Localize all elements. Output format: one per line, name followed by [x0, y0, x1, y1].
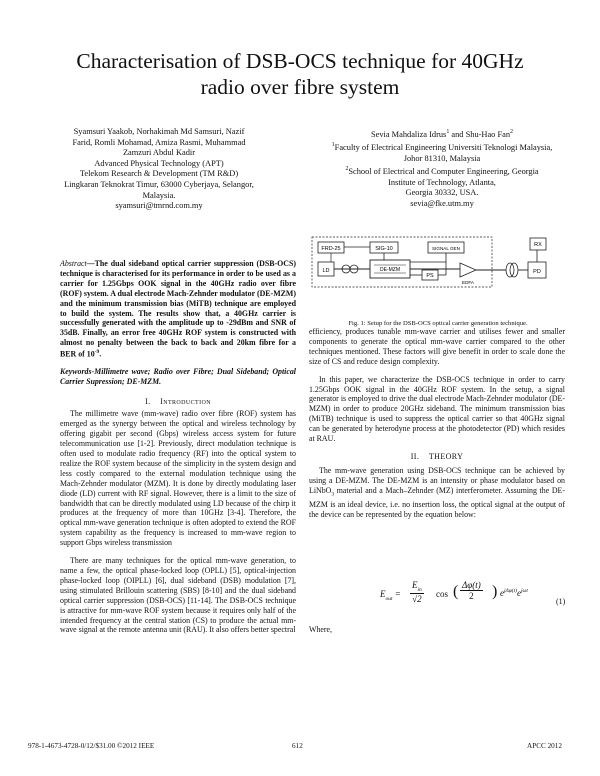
- where-text: Where,: [309, 625, 332, 634]
- author-email: syamsuri@tmrnd.com.my: [115, 201, 203, 211]
- intro-paragraph-1: The millimetre wave (mm-wave) radio over fibre (ROF) system has emerged as the synergy between the optical and wireless technology by offering gigabit per second (Gbps) wireless access system for future telecommunication use [1-2]. Previously, direct modulation technique is often used to modulate radio frequency (RF) into the optical system to realize the ROF system because of the simplicity in the system design and less costly compared to the external modulation technique using the Mach-Zehnder modulator (MZM). It is done by directly modulating laser diode (LD) current with RF signal. However, there is a limit to the size of bandwidth that can be directly modulated using LD because of the chirp it produces at the frequency of more than 10GHz [3-4]. Therefore, the optical mm-wave generation technique is often adopted to extend the ROF system capability as the frequency is increased to mm-wave region to support Gbps wireless transmission: [60, 409, 296, 548]
- footer-conference: APCC 2012: [527, 742, 562, 750]
- affiliation-right-1: $^1$Faculty of Electrical Engineering Universiti Teknologi Malaysia,: [331, 142, 553, 153]
- equation-1: $E_{out}$ = $E_{in}$ √2 cos ( Δφ(t) 2 ) $e^{j\Delta\varphi(t)}e^{j\omega t}$: [380, 580, 528, 604]
- paper-title: [40, 48, 560, 100]
- figure-1: [310, 234, 566, 327]
- section-heading-introduction: I. Introduction: [145, 396, 211, 406]
- author-names-right: Sevia Mahdaliza Idrus$^1$ and Shu-Hao Fan$^2$: [370, 129, 514, 139]
- author-email-right: sevia@fke.utm.my: [410, 198, 474, 208]
- laser-diode-label: LD: [322, 268, 330, 274]
- right-column: [309, 327, 565, 528]
- affiliation-1: Advanced Physical Technology (APT): [94, 158, 224, 168]
- title-line-1: Characterisation of DSB-OCS technique for 40GHz: [76, 49, 524, 73]
- figure-caption: Fig. 1: Setup for the DSB-OCS optical carrier generation technique.: [348, 320, 528, 327]
- photodetector-label: PD: [533, 269, 541, 275]
- abstract: Abstract—The dual sideband optical carrier suppression (DSB-OCS) technique is characterised for its performance in order to be used as a carrier for 1.25Gbps OOK signal in the 40GHz radio over fibre (ROF) system. A dual electrode Mach-Zehnder modulator (DE-MZM) and the minimum transmission bias (MiTB) technique are employed to build the system. The results show that, a 40GHz carrier is successfully generated with the amplitude up to -29dBm and SNR of 35dB. Finally, an error free 40GHz ROF system is constructed with almost no penalty between the back to back and 20km fibre for a BER of $10^{-9}$.: [60, 259, 296, 359]
- right-paragraph-continuation: efficiency, produces tunable mm-wave carrier and utilises fewer and smaller components to generate the optical mm-wave carrier compared to the other techniques mentioned. These factors will give benefit in order to scale done the size of CS and reduce design complexity.: [309, 327, 565, 366]
- bert-label: FRD-25: [321, 246, 341, 252]
- edfa-label: EDFA: [462, 280, 474, 285]
- right-paragraph-2: In this paper, we characterize the DSB-OCS technique in order to carry 1.25Gbps OOK signal in the 40GHz ROF system. In the setup, a signal generator is employed to drive the dual electrode Mach-Zehnder modulator (DE-MZM) in order to produce 20GHz sideband. The minimum transmission bias (MiTB) technique is used to suppress the optical carrier so that 40GHz signal can be generated by heterodyne process at the photodetector (PD) which resides at RAU.: [309, 374, 565, 444]
- keywords: Keywords-Millimetre wave; Radio over Fibre; Dual Sideband; Optical Carrier Supression; DE-MZM.: [60, 366, 296, 386]
- author-names-2: Farid, Romli Mohamad, Amiza Rasmi, Muhammad: [72, 137, 246, 147]
- affiliation-3: Lingkaran Teknokrat Timur, 63000 Cyberjaya, Selangor,: [64, 179, 254, 189]
- equation-number: (1): [556, 597, 566, 606]
- authors-right: [306, 127, 578, 210]
- intro-paragraph-2: There are many techniques for the optical mm-wave generation, to name a few, the optical phase-locked loop (OPLL) [5], optical-injection phase-locked loop (OIPLL) [6], dual sideband (DSB) modulation [7], using stimulated Brillouin scattering (SBS) [8-10] and the dual sideband optical carrier suppression (DSB-OCS) [11-14]. The DSB-OCS technique is attractive for mm-wave ROF system because it requires only half of the intended frequency at the central station (CS) to produce the actual mm-wave signal at the remote antenna unit (RAU). It also offers better spectral: [60, 556, 296, 635]
- affiliation-4: Malaysia.: [142, 190, 176, 200]
- affiliation-right-5: Georgia 30332, USA.: [405, 188, 479, 198]
- author-names-3: Zamzuri Abdul Kadir: [122, 148, 196, 158]
- setup-diagram: [310, 234, 566, 310]
- phase-shifter-label: PS: [426, 273, 434, 279]
- footer-page-number: 612: [292, 742, 303, 750]
- title-line-2: radio over fibre system: [200, 75, 400, 99]
- edfa-icon: [460, 263, 476, 277]
- footer-isbn: 978-1-4673-4728-0/12/$31.00 ©2012 IEEE: [28, 742, 155, 750]
- receiver-label: RX: [534, 242, 542, 248]
- theory-paragraph-1: The mm-wave generation using DSB-OCS technique can be achieved by using a DE-MZM. The DE-MZM is an intensity or phase modulator based on LiNbO$_3$ material and a Mach–Zehnder (MZ) interferometer. Assuming the DE-MZM is an ideal device, i.e. no insertion loss, the optical signal at the output of the device can be represented by the equation below:: [309, 465, 565, 520]
- affiliation-2: Telekom Research & Development (TM R&D): [79, 169, 239, 179]
- section-heading-theory: II. THEORY: [410, 451, 464, 461]
- author-names-1: Syamsuri Yaakob, Norhakimah Md Samsuri, Nazif: [73, 127, 245, 136]
- authors-left: [28, 127, 290, 212]
- de-mzm-label: DE-MZM: [380, 267, 400, 273]
- affiliation-right-3: $^2$School of Electrical and Computer Engineering, Georgia: [345, 166, 539, 177]
- affiliation-right-4: Institute of Technology, Atlanta,: [388, 177, 496, 187]
- affiliation-right-2: Johor 81310, Malaysia: [403, 153, 481, 163]
- signal-gen-label: SIGNAL GEN: [432, 246, 460, 251]
- sig-label: SIG-10: [375, 246, 393, 252]
- left-column: [60, 259, 296, 643]
